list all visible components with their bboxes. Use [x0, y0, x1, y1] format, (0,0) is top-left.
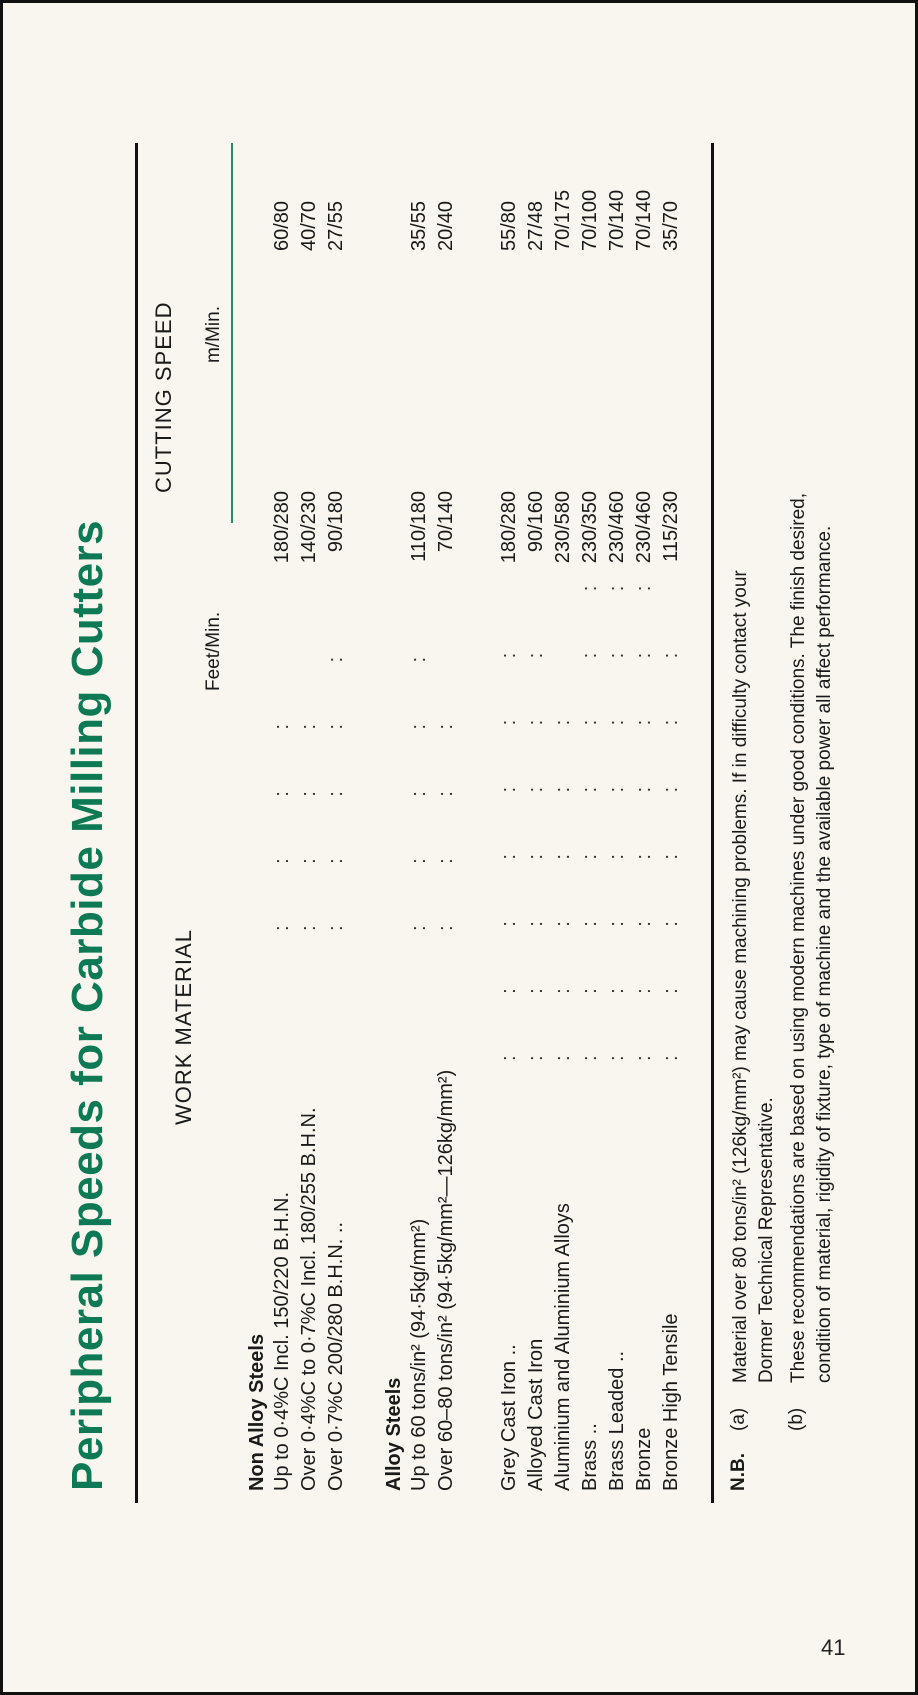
table-row — [498, 91, 526, 1491]
feet-per-min-value: 110/180 — [408, 491, 430, 562]
top-rule — [135, 143, 138, 1503]
leader-dots: : : : : : — [325, 628, 347, 931]
table-row — [633, 91, 661, 1491]
material-label: Up to 60 tons/in² (94·5kg/mm²) — [408, 1218, 430, 1491]
feet-per-min-value: 115/230 — [660, 491, 682, 562]
note-b-line-1: These recommendations are based on using modern machines under good conditions. The finish desired, — [788, 492, 809, 1383]
leader-dots: : : : : — [298, 696, 320, 931]
leader-dots: : : : : — [435, 696, 457, 931]
work-material-header: WORK MATERIAL — [171, 929, 196, 1125]
metres-per-min-value: 70/140 — [606, 189, 628, 251]
note-b-line-2: condition of material, rigidity of fixture, type of machine and the available power all affect performance. — [814, 525, 835, 1383]
leader-dots: : : : : : : — [552, 691, 574, 1061]
material-label: Up to 0·4%C Incl. 150/220 B.H.N. — [271, 1191, 293, 1491]
note-a-line-2: Dormer Technical Representative. — [756, 1097, 777, 1383]
leader-dots: : : : : : : : — [525, 624, 547, 1061]
table-section-heading — [383, 91, 411, 1491]
note-b-text — [786, 493, 838, 1383]
feet-per-min-value: 90/180 — [325, 491, 347, 553]
leader-dots: : : : : — [271, 696, 293, 931]
feet-per-min-value: 230/460 — [633, 491, 655, 564]
feet-per-min-value: 180/280 — [271, 491, 293, 564]
material-label: Over 0·7%C 200/280 B.H.N. .. — [325, 1221, 347, 1491]
material-label: Brass Leaded .. — [606, 1350, 628, 1491]
material-label: Alloyed Cast Iron — [525, 1338, 547, 1491]
page-number: 41 — [821, 1635, 846, 1660]
material-label: Brass .. — [579, 1423, 601, 1491]
bottom-rule — [711, 143, 714, 1503]
material-label: Alloy Steels — [383, 1377, 405, 1491]
feet-per-min-value: 90/160 — [525, 491, 547, 553]
page-title: Peripheral Speeds for Carbide Milling Cutters — [63, 519, 112, 1491]
nb-tag: N.B. — [728, 1453, 749, 1491]
metres-per-min-value: 20/40 — [435, 200, 457, 251]
feet-per-min-value: 70/140 — [435, 491, 457, 553]
metres-per-min-value: 35/70 — [660, 200, 682, 251]
table-row — [435, 91, 463, 1491]
metres-per-min-value: 70/175 — [552, 189, 574, 251]
material-label: Non Alloy Steels — [246, 1333, 268, 1491]
table-row — [271, 91, 299, 1491]
leader-dots: : : : : : : : : — [633, 557, 655, 1061]
metres-per-min-value: 27/55 — [325, 200, 347, 251]
material-label: Bronze — [633, 1427, 655, 1491]
metres-per-min-value: 60/80 — [271, 200, 293, 251]
feet-per-min-value: 180/280 — [498, 491, 520, 564]
column-divider — [231, 143, 233, 523]
material-label: Grey Cast Iron .. — [498, 1344, 520, 1491]
leader-dots: : : : : : : : : — [579, 557, 601, 1061]
rotated-table-page — [3, 13, 863, 1603]
metres-per-min-value: 27/48 — [525, 200, 547, 251]
note-a-letter: (a) — [728, 1407, 749, 1431]
leader-dots: : : : : : : : — [498, 624, 520, 1061]
note-a-text — [728, 570, 780, 1383]
leader-dots: : : : : : — [408, 628, 430, 931]
m-min-header: m/Min. — [203, 306, 224, 363]
material-label: Over 60–80 tons/in² (94·5kg/mm²—126kg/mm²) — [435, 1069, 457, 1491]
material-label: Bronze High Tensile — [660, 1313, 682, 1491]
feet-min-header: Feet/Min. — [203, 611, 224, 691]
feet-per-min-value: 140/230 — [298, 491, 320, 564]
table-row — [552, 91, 580, 1491]
feet-per-min-value: 230/350 — [579, 491, 601, 564]
table-row — [525, 91, 553, 1491]
table-section-heading — [246, 91, 274, 1491]
metres-per-min-value: 55/80 — [498, 200, 520, 251]
feet-per-min-value: 230/460 — [606, 491, 628, 564]
table-row — [298, 91, 326, 1491]
metres-per-min-value: 70/100 — [579, 189, 601, 251]
table-row — [408, 91, 436, 1491]
material-label: Aluminium and Aluminium Alloys — [552, 1203, 574, 1491]
note-b-letter: (b) — [786, 1407, 807, 1431]
feet-per-min-value: 230/580 — [552, 491, 574, 564]
material-label: Over 0·4%C to 0·7%C Incl. 180/255 B.H.N. — [298, 1107, 320, 1491]
note-a-line-1: Material over 80 tons/in² (126kg/mm²) may cause machining problems. If in difficulty contact your — [730, 570, 751, 1383]
table-row — [660, 91, 688, 1491]
metres-per-min-value: 35/55 — [408, 200, 430, 251]
leader-dots: : : : : : : : : — [606, 557, 628, 1061]
table-row — [579, 91, 607, 1491]
cutting-speed-header: CUTTING SPEED — [151, 301, 176, 493]
metres-per-min-value: 40/70 — [298, 200, 320, 251]
table-row — [325, 91, 353, 1491]
metres-per-min-value: 70/140 — [633, 189, 655, 251]
table-row — [606, 91, 634, 1491]
leader-dots: : : : : : : : — [660, 624, 682, 1061]
